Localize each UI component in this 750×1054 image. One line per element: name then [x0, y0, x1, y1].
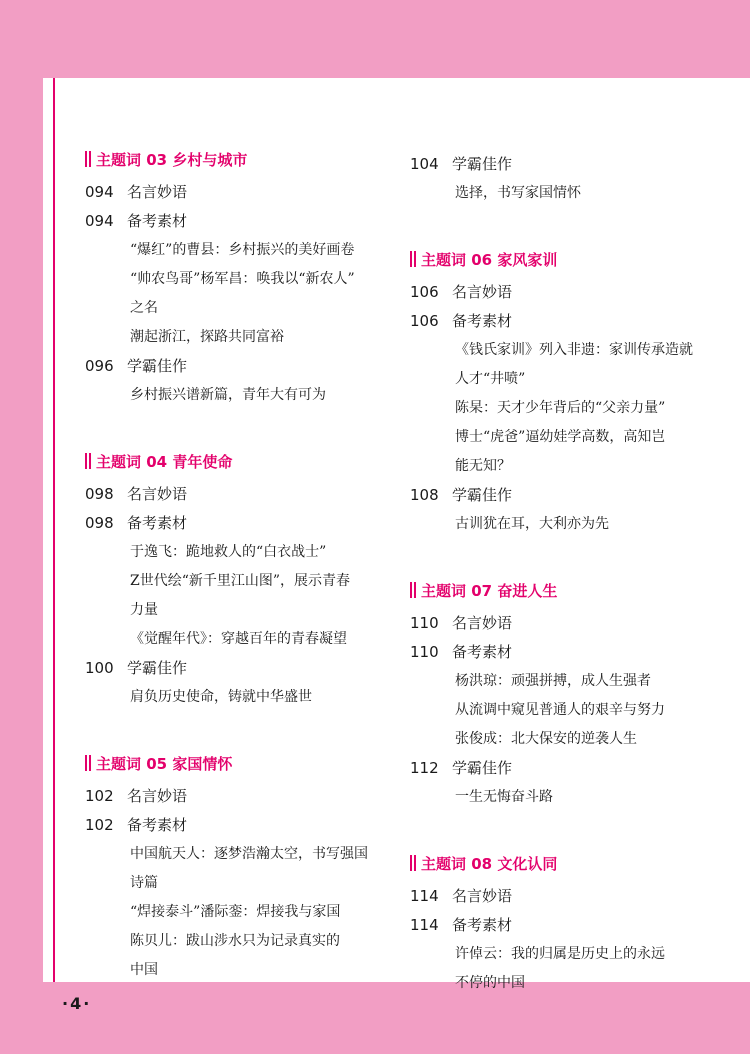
toc-entry[interactable] — [410, 911, 710, 940]
double-bar-icon — [85, 151, 91, 167]
entry-label: 名言妙语 — [127, 183, 188, 201]
toc-section — [85, 150, 385, 410]
toc-entry[interactable] — [85, 352, 385, 381]
page-ref: 114 — [410, 916, 439, 934]
double-bar-icon — [85, 755, 91, 771]
section-title: 主题词 07 奋进人生 — [421, 581, 558, 600]
toc-subentry: 许倬云：我的归属是历史上的永远 — [455, 946, 665, 962]
section-header — [410, 250, 710, 268]
toc-entry[interactable] — [410, 150, 710, 179]
toc-subentry: 之名 — [130, 300, 158, 316]
toc-subentry: 能无知？ — [455, 458, 511, 474]
section-header — [410, 581, 710, 599]
toc-subentry: 古训犹在耳，大利亦为先 — [455, 516, 609, 532]
page-ref: 104 — [410, 155, 439, 173]
entry-label: 名言妙语 — [127, 485, 188, 503]
entry-label: 备考素材 — [127, 212, 188, 230]
entry-label: 学霸佳作 — [452, 486, 513, 504]
toc-subentry: 诗篇 — [130, 875, 158, 891]
section-header — [85, 754, 385, 772]
toc-section — [85, 452, 385, 712]
page-ref: 106 — [410, 312, 439, 330]
toc-entry[interactable] — [410, 307, 710, 336]
page-number: ·4· — [62, 994, 92, 1013]
entry-label: 备考素材 — [127, 816, 188, 834]
page-ref: 106 — [410, 283, 439, 301]
toc-subentry: “爆红”的曹县：乡村振兴的美好画卷 — [130, 242, 355, 258]
entry-label: 名言妙语 — [452, 614, 513, 632]
entry-label: 学霸佳作 — [452, 759, 513, 777]
entry-label: 名言妙语 — [452, 283, 513, 301]
toc-subentry: 博士“虎爸”逼幼娃学高数，高知岂 — [455, 429, 666, 445]
toc-subentry: 潮起浙江，探路共同富裕 — [130, 329, 284, 345]
entry-label: 备考素材 — [127, 514, 188, 532]
toc-entry[interactable] — [85, 782, 385, 811]
section-title: 主题词 04 青年使命 — [96, 452, 233, 471]
toc-subentry: 乡村振兴谱新篇，青年大有可为 — [130, 387, 326, 403]
toc-entry[interactable] — [85, 509, 385, 538]
section-title: 主题词 06 家风家训 — [421, 250, 558, 269]
toc-left-column — [85, 150, 385, 985]
toc-subentry: 《觉醒年代》：穿越百年的青春凝望 — [130, 631, 347, 647]
entry-label: 备考素材 — [452, 643, 513, 661]
toc-entry[interactable] — [85, 811, 385, 840]
toc-subentry: 一生无悔奋斗路 — [455, 789, 553, 805]
page-ref: 102 — [85, 816, 114, 834]
toc-entry[interactable] — [410, 609, 710, 638]
section-header — [410, 854, 710, 872]
toc-section — [410, 581, 710, 812]
entry-label: 学霸佳作 — [127, 357, 188, 375]
toc-section — [85, 754, 385, 985]
toc-subentry: 中国 — [130, 962, 158, 978]
page-ref: 098 — [85, 514, 114, 532]
page-ref: 114 — [410, 887, 439, 905]
toc-subentry: 杨洪琼：顽强拼搏，成人生强者 — [455, 673, 651, 689]
double-bar-icon — [85, 453, 91, 469]
double-bar-icon — [410, 855, 416, 871]
section-gap — [85, 712, 385, 754]
toc-section — [410, 854, 710, 998]
toc-entry[interactable] — [85, 178, 385, 207]
section-title: 主题词 03 乡村与城市 — [96, 150, 248, 169]
section-gap — [85, 410, 385, 452]
toc-entry[interactable] — [410, 754, 710, 783]
toc-entry[interactable] — [85, 480, 385, 509]
page-ref: 108 — [410, 486, 439, 504]
double-bar-icon — [410, 582, 416, 598]
double-bar-icon — [410, 251, 416, 267]
page-ref: 094 — [85, 212, 114, 230]
section-title: 主题词 08 文化认同 — [421, 854, 558, 873]
toc-subentry: 从流调中窥见普通人的艰辛与努力 — [455, 702, 665, 718]
toc-subentry: 于逸飞：跪地救人的“白衣战士” — [130, 544, 327, 560]
toc-entry[interactable] — [85, 207, 385, 236]
toc-subentry: 《钱氏家训》列入非遗：家训传承造就 — [455, 342, 693, 358]
toc-subentry: 张俊成：北大保安的逆袭人生 — [455, 731, 637, 747]
toc-subentry: 陈贝儿：跋山涉水只为记录真实的 — [130, 933, 340, 949]
toc-section — [410, 250, 710, 539]
entry-label: 名言妙语 — [127, 787, 188, 805]
section-header — [85, 452, 385, 470]
toc-right-column — [410, 150, 710, 998]
toc-section — [410, 150, 710, 208]
page-ref: 098 — [85, 485, 114, 503]
section-gap — [410, 812, 710, 854]
toc-subentry: “帅农鸟哥”杨军昌：唤我以“新农人” — [130, 271, 355, 287]
section-header — [85, 150, 385, 168]
page-ref: 110 — [410, 614, 439, 632]
toc-entry[interactable] — [410, 882, 710, 911]
toc-subentry: Z世代绘“新千里江山图”，展示青春 — [130, 573, 351, 589]
section-gap — [410, 208, 710, 250]
page-ref: 096 — [85, 357, 114, 375]
toc-subentry: 中国航天人：逐梦浩瀚太空，书写强国 — [130, 846, 368, 862]
toc-subentry: 肩负历史使命，铸就中华盛世 — [130, 689, 312, 705]
toc-subentry: 人才“井喷” — [455, 371, 526, 387]
toc-subentry: 力量 — [130, 602, 158, 618]
section-gap — [410, 539, 710, 581]
entry-label: 名言妙语 — [452, 887, 513, 905]
page-ref: 110 — [410, 643, 439, 661]
entry-label: 备考素材 — [452, 312, 513, 330]
entry-label: 备考素材 — [452, 916, 513, 934]
section-title: 主题词 05 家国情怀 — [96, 754, 233, 773]
page-ref: 094 — [85, 183, 114, 201]
entry-label: 学霸佳作 — [452, 155, 513, 173]
toc-subentry: 陈杲：天才少年背后的“父亲力量” — [455, 400, 666, 416]
entry-label: 学霸佳作 — [127, 659, 188, 677]
toc-subentry: 不停的中国 — [455, 975, 525, 991]
toc-entry[interactable] — [410, 481, 710, 510]
toc-entry[interactable] — [410, 278, 710, 307]
toc-subentry: 选择，书写家国情怀 — [455, 185, 581, 201]
toc-entry[interactable] — [85, 654, 385, 683]
toc-subentry: “焊接泰斗”潘际銮：焊接我与家国 — [130, 904, 341, 920]
toc-entry[interactable] — [410, 638, 710, 667]
page-ref: 100 — [85, 659, 114, 677]
page-ref: 102 — [85, 787, 114, 805]
page-ref: 112 — [410, 759, 439, 777]
